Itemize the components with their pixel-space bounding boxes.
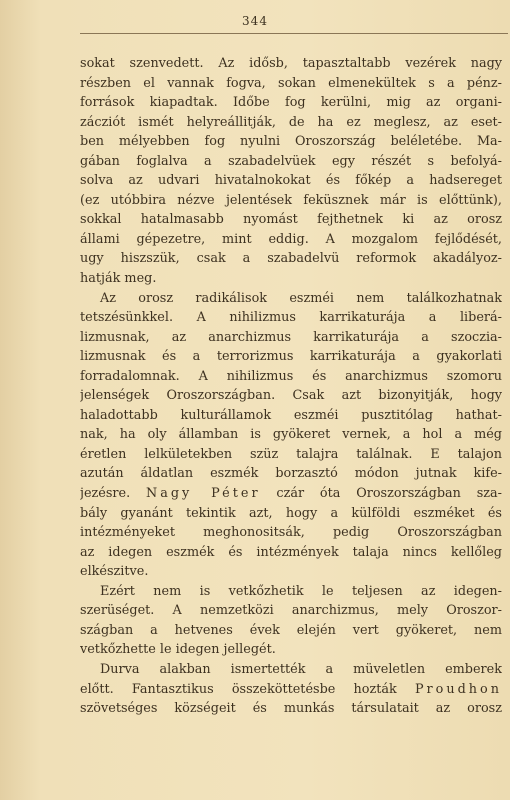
text-line: lizmusnak, az anarchizmus karrikaturája a szoczia- bbox=[80, 329, 502, 345]
header-rule bbox=[80, 33, 508, 34]
text-line: haladottabb kulturállamok eszméi pusztitólag hathat- bbox=[80, 407, 502, 423]
text-line: források kiapadtak. Időbe fog kerülni, mig az organi- bbox=[80, 95, 502, 111]
text-line: tetszésünkkel. A nihilizmus karrikaturája a liberá- bbox=[80, 310, 502, 326]
text-line: sokat szenvedett. Az idősb, tapasztaltabb vezérek nagy bbox=[80, 56, 502, 71]
text-line: zácziót ismét helyreállitják, de ha ez meglesz, az eset- bbox=[80, 114, 502, 130]
text-line: sokkal hatalmasabb nyomást fejthetnek ki az orosz bbox=[80, 212, 502, 228]
text-line: állami gépezetre, mint eddig. A mozgalom fejlődését, bbox=[80, 231, 502, 247]
text-line: azután áldatlan eszmék borzasztó módon jutnak kife- bbox=[80, 466, 502, 482]
text-line: bály gyanánt tekintik azt, hogy a külföldi eszméket és bbox=[80, 505, 502, 521]
page-number: 344 bbox=[242, 14, 268, 28]
text-line: szerüséget. A nemzetközi anarchizmus, mely Oroszor- bbox=[80, 603, 502, 619]
spaced-name: Proudhon bbox=[414, 681, 502, 697]
text-line: lizmusnak és a terrorizmus karrikaturája a gyakorlati bbox=[80, 349, 502, 365]
text-line: Durva alakban ismertették a müveletlen emberek bbox=[100, 661, 502, 677]
text-line: forradalomnak. A nihilizmus és anarchizmus szomoru bbox=[80, 368, 502, 384]
text-line: szövetséges községeit és munkás társulatait az orosz bbox=[80, 701, 502, 717]
text-line: ben mélyebben fog nyulni Oroszország beléletébe. Ma- bbox=[80, 134, 502, 150]
text-line: jezésre. Nagy Péter czár óta Oroszországban sza- bbox=[80, 486, 502, 502]
text-line: solva az udvari hivatalnokokat és főkép a hadsereget bbox=[80, 173, 502, 189]
text-line: az idegen eszmék és intézmények talaja nincs kellőleg bbox=[80, 544, 502, 560]
text-line: gában foglalva a szabadelvüek egy részét s befolyá- bbox=[80, 153, 502, 169]
text-line: nak, ha oly államban is gyökeret vernek, a hol a még bbox=[80, 427, 502, 443]
text-line: jelenségek Oroszországban. Csak azt bizonyitják, hogy bbox=[80, 388, 502, 404]
text-line: részben el vannak fogva, sokan elmenekültek s a pénz- bbox=[80, 75, 502, 91]
spaced-name: Nagy Péter bbox=[146, 486, 261, 502]
text-line: vetkőzhette le idegen jellegét. bbox=[80, 642, 276, 658]
body-text bbox=[80, 54, 502, 719]
text-line: Az orosz radikálisok eszméi nem találkozhatnak bbox=[100, 290, 502, 306]
text-line: éretlen lelkületekben szüz talajra találnak. E talajon bbox=[80, 446, 502, 462]
text-line: szágban a hetvenes évek elején vert gyökeret, nem bbox=[80, 622, 502, 638]
text-line: hatják meg. bbox=[80, 271, 157, 287]
text-line: ugy hiszszük, csak a szabadelvü reformok akadályoz- bbox=[80, 251, 502, 267]
text-line: elkészitve. bbox=[80, 564, 149, 580]
text-line: előtt. Fantasztikus összeköttetésbe hozták Proudhon bbox=[80, 681, 502, 697]
text-line: Ezért nem is vetkőzhetik le teljesen az idegen- bbox=[100, 583, 502, 599]
text-line: (ez utóbbira nézve jelentések feküsznek már is előttünk), bbox=[80, 192, 502, 208]
text-line: intézményeket meghonositsák, pedig Oroszországban bbox=[80, 525, 502, 541]
